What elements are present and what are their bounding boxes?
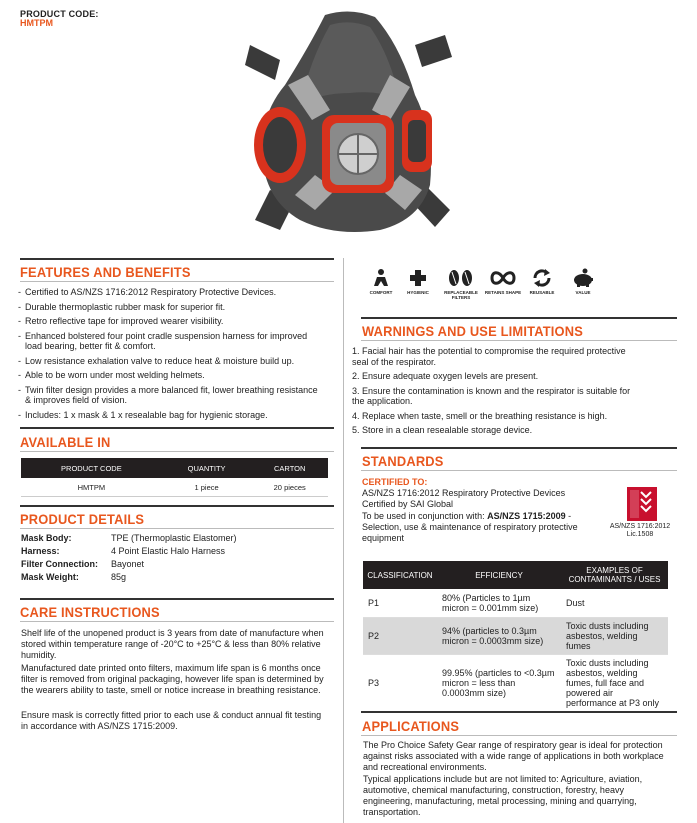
table-row: [363, 589, 668, 617]
applications-para: Typical applications include but are not limited to: Agriculture, aviation, automotive, chemical manufacturing, construction, forestry, heavy engineering, manufacturing, metal processing, mining and quarrying, transportation.: [363, 774, 643, 817]
respirator-mask-image: [240, 5, 460, 250]
warning-item: 1. Facial hair has the potential to compromise the required protective seal of the respirator.: [352, 346, 626, 367]
badge-standard: AS/NZS 1716:2012: [609, 523, 671, 530]
section-rule: [361, 317, 677, 319]
available-cell: HMTPM: [21, 478, 162, 497]
section-rule: [20, 598, 334, 600]
detail-value: 4 Point Elastic Halo Harness: [111, 546, 226, 556]
warnings-list: [352, 346, 642, 440]
section-rule: [361, 711, 677, 713]
class-cell: 94% (particles to 0.3µm micron = 0.0003mm size): [437, 617, 561, 654]
product-code-label: PRODUCT CODE:: [20, 9, 99, 19]
class-cell: P3: [363, 654, 437, 712]
comfort-label: COMFORT: [369, 290, 393, 295]
retains-shape-feature: [483, 268, 523, 295]
section-rule: [20, 505, 334, 507]
section-rule: [20, 528, 334, 529]
features-list: [18, 287, 318, 424]
details-table: [21, 532, 321, 584]
applications-para: The Pro Choice Safety Gear range of respiratory gear is ideal for protection against risks associated with a wide range of applications in both workplace and recreational environments.: [363, 740, 664, 772]
detail-key: Mask Body:: [21, 533, 72, 543]
table-row: [21, 571, 321, 584]
column-divider: [343, 258, 344, 823]
section-rule: [361, 447, 677, 449]
warning-item: 3. Ensure the contamination is known and the respirator is suitable for the application.: [352, 385, 631, 406]
certified-label: CERTIFIED TO:: [362, 477, 428, 487]
care-para: Manufactured date printed onto filters, maximum life span is 6 months once filter is removed from original packaging, however life span is determined by the wearers ability to taste, smell or notice increase in breathing resistance.: [21, 663, 324, 695]
warnings-title: WARNINGS AND USE LIMITATIONS: [362, 323, 584, 339]
conj-bold: AS/NZS 1715:2009: [487, 511, 566, 521]
reusable-feature: [522, 268, 562, 295]
value-feature: [563, 268, 603, 295]
section-rule: [361, 470, 677, 471]
detail-key: Filter Connection:: [21, 559, 98, 569]
section-rule: [20, 451, 334, 452]
detail-key: Mask Weight:: [21, 572, 79, 582]
standards-title: STANDARDS: [362, 453, 444, 469]
warning-item: 2. Ensure adequate oxygen levels are present.: [352, 371, 539, 381]
available-title: AVAILABLE IN: [20, 434, 111, 450]
warning-item: 5. Store in a clean resealable storage device.: [352, 425, 533, 435]
classification-header: CLASSIFICATION: [363, 561, 437, 589]
available-cell: 1 piece: [162, 478, 252, 497]
feature-item: - Retro reflective tape for improved wearer visibility.: [18, 316, 318, 327]
conj-prefix: To be used in conjunction with:: [362, 511, 488, 521]
standard-line: AS/NZS 1716:2012 Respiratory Protective Devices: [362, 488, 566, 498]
class-cell: P2: [363, 617, 437, 654]
available-cell: 20 pieces: [251, 478, 328, 497]
comfort-feature: [361, 268, 401, 295]
class-cell: Toxic dusts including asbestos, welding fumes, full face and powered air performance at P3 only: [561, 654, 668, 712]
section-rule: [20, 281, 334, 282]
class-cell: Toxic dusts including asbestos, welding fumes: [561, 617, 668, 654]
available-header: CARTON: [251, 458, 328, 478]
standard-certifier: Certified by SAI Global: [362, 499, 454, 509]
feature-item: - Enhanced bolstered four point cradle suspension harness for improved load bearing, better fit & comfort.: [18, 331, 318, 352]
table-row: [363, 654, 668, 712]
retains-shape-icon: [489, 268, 517, 288]
class-cell: 80% (Particles to 1µm micron = 0.001mm size): [437, 589, 561, 617]
feature-item: - Includes: 1 x mask & 1 x resealable bag for hygienic storage.: [18, 410, 318, 421]
class-cell: Dust: [561, 589, 668, 617]
reusable-label: REUSABLE: [529, 290, 555, 295]
detail-key: Harness:: [21, 546, 60, 556]
feature-item: - Certified to AS/NZS 1716:2012 Respiratory Protective Devices.: [18, 287, 318, 298]
section-rule: [20, 427, 334, 429]
replaceable-filters-label: REPLACEABLE FILTERS: [444, 290, 478, 300]
standards-mark-logo: [627, 487, 657, 521]
replaceable-filters-icon: [447, 268, 475, 288]
available-header: PRODUCT CODE: [21, 458, 162, 478]
warning-item: 4. Replace when taste, smell or the breathing resistance is high.: [352, 410, 608, 421]
section-rule: [20, 258, 334, 260]
feature-item: - Durable thermoplastic rubber mask for superior fit.: [18, 302, 318, 313]
class-cell: P1: [363, 589, 437, 617]
feature-item: - Twin filter design provides a more balanced fit, lower breathing resistance & improves field of vision.: [18, 385, 318, 406]
comfort-icon: [371, 268, 391, 288]
care-title: CARE INSTRUCTIONS: [20, 604, 160, 620]
table-row: [21, 558, 321, 571]
applications-title: APPLICATIONS: [362, 718, 460, 734]
value-icon: [571, 268, 595, 288]
classification-header: EXAMPLES OF CONTAMINANTS / USES: [561, 561, 668, 589]
product-code: HMTPM: [20, 18, 53, 28]
table-row: [21, 545, 321, 558]
hygienic-icon: [408, 268, 428, 288]
detail-value: 85g: [111, 572, 127, 582]
standard-conjunction: [362, 511, 607, 544]
table-row: [21, 478, 328, 497]
feature-item: - Low resistance exhalation valve to reduce heat & moisture build up.: [18, 356, 318, 367]
value-label: VALUE: [575, 290, 591, 295]
features-title: FEATURES AND BENEFITS: [20, 264, 191, 280]
available-table: [21, 458, 328, 497]
section-rule: [361, 735, 677, 736]
classification-header: EFFICIENCY: [437, 561, 561, 589]
detail-value: Bayonet: [111, 559, 145, 569]
retains-shape-label: RETAINS SHAPE: [484, 290, 522, 295]
hygienic-label: HYGIENIC: [407, 290, 429, 295]
table-row: [363, 617, 668, 654]
class-cell: 99.95% (particles to <0.3µm micron = less than 0.0003mm size): [437, 654, 561, 712]
classification-table: [363, 561, 668, 713]
badge-licence: Lic.1508: [626, 531, 654, 538]
table-row: [21, 532, 321, 545]
available-header: QUANTITY: [162, 458, 252, 478]
feature-item: - Able to be worn under most welding helmets.: [18, 370, 318, 381]
section-rule: [20, 621, 334, 622]
details-title: PRODUCT DETAILS: [20, 511, 145, 527]
conj-suffix: - Selection, use & maintenance of respiratory protective equipment: [362, 511, 578, 543]
section-rule: [361, 340, 677, 341]
detail-value: TPE (Thermoplastic Elastomer): [111, 533, 237, 543]
care-para: Ensure mask is correctly fitted prior to each use & conduct annual fit testing in accordance with AS/NZS 1715:2009.: [21, 710, 322, 731]
care-para: Shelf life of the unopened product is 3 years from date of manufacture when stored within temperature range of -20°C to +25°C & less than 80% relative humidity.: [21, 628, 324, 660]
replaceable-filters-feature: [441, 268, 481, 300]
hygienic-feature: [398, 268, 438, 295]
reusable-icon: [531, 268, 553, 288]
